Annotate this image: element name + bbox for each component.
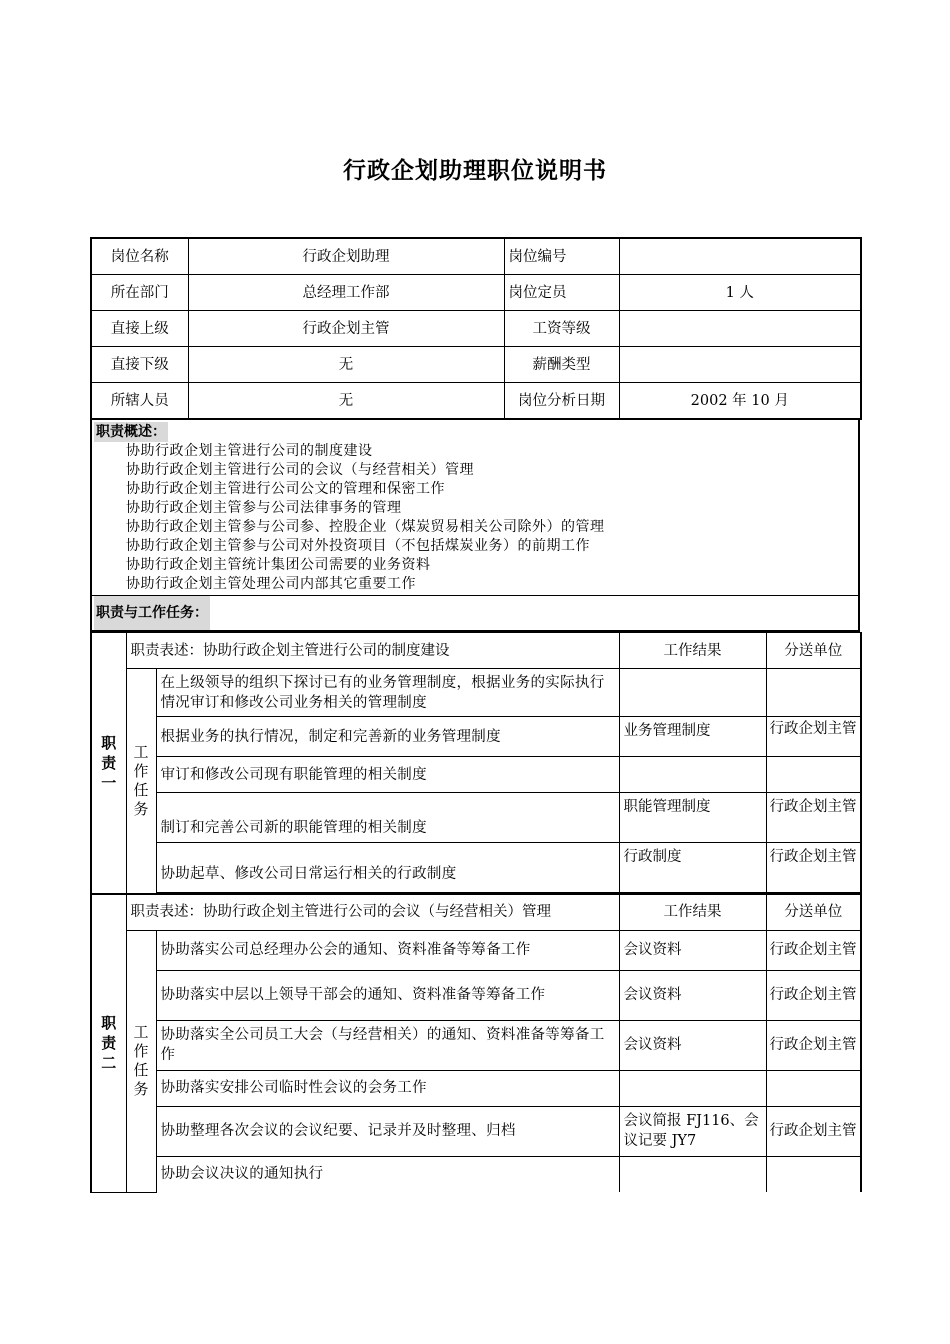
summary-line: 协助行政企划主管参与公司参、控股企业（煤炭贸易相关公司除外）的管理 [126,519,605,535]
department-value: 总经理工作部 [188,275,504,311]
task-result: 会议资料 [619,970,766,1020]
task-dest: 行政企划主管 [766,970,861,1020]
task-desc: 协助会议决议的通知执行 [156,1156,619,1192]
duties-section-label: 职责与工作任务： [94,596,210,630]
task-desc: 协助整理各次会议的会议纪要、记录并及时整理、归档 [156,1106,619,1156]
task-desc: 制订和完善公司新的职能管理的相关制度 [156,793,619,843]
task-desc: 审订和修改公司现有职能管理的相关制度 [156,757,619,793]
duty-summary [90,420,860,632]
position-code-label: 岗位编号 [504,238,619,275]
summary-line: 协助行政企划主管进行公司的制度建设 [126,443,373,459]
task-dest: 行政企划主管 [766,717,861,757]
summary-line: 协助行政企划主管处理公司内部其它重要工作 [126,576,416,592]
pay-type-value [619,347,861,383]
task-dest: 行政企划主管 [766,843,861,893]
superior-value: 行政企划主管 [188,311,504,347]
summary-line: 协助行政企划主管参与公司对外投资项目（不包括煤炭业务）的前期工作 [126,538,590,554]
task-desc: 协助落实中层以上领导干部会的通知、资料准备等筹备工作 [156,970,619,1020]
department-label: 所在部门 [91,275,188,311]
position-name-label: 岗位名称 [91,238,188,275]
task-result [619,1156,766,1192]
task-dest [766,757,861,793]
task-result: 会议简报 FJ116、会议记要 JY7 [619,1106,766,1156]
task-desc: 协助落实公司总经理办公会的通知、资料准备等筹备工作 [156,930,619,970]
task-desc: 协助落实全公司员工大会（与经营相关）的通知、资料准备等筹备工作 [156,1020,619,1070]
task-dest [766,669,861,717]
task-dest: 行政企划主管 [766,793,861,843]
task-dest: 行政企划主管 [766,1020,861,1070]
task-result [619,669,766,717]
duty-1-name: 职责一 [91,633,126,895]
task-dest: 行政企划主管 [766,1106,861,1156]
summary-line: 协助行政企划主管统计集团公司需要的业务资料 [126,557,431,573]
task-label: 工作任务 [126,669,156,895]
task-dest [766,1156,861,1192]
salary-grade-label: 工资等级 [504,311,619,347]
staff-label: 所辖人员 [91,383,188,420]
task-desc: 在上级领导的组织下探讨已有的业务管理制度，根据业务的实际执行情况审订和修改公司业务相关的管理制度 [156,669,619,717]
task-result: 行政制度 [619,843,766,893]
task-result: 会议资料 [619,1020,766,1070]
superior-label: 直接上级 [91,311,188,347]
task-result [619,1070,766,1106]
analysis-date-label: 岗位分析日期 [504,383,619,420]
job-description-sheet [90,237,860,1193]
result-header: 工作结果 [619,633,766,669]
headcount-label: 岗位定员 [504,275,619,311]
task-result: 会议资料 [619,930,766,970]
dest-header: 分送单位 [766,633,861,669]
summary-line: 协助行政企划主管进行公司的会议（与经营相关）管理 [126,462,474,478]
task-desc: 协助起草、修改公司日常运行相关的行政制度 [156,843,619,893]
subordinate-value: 无 [188,347,504,383]
duty-1-statement: 职责表述：协助行政企划主管进行公司的制度建设 [126,633,619,669]
duty-2-statement: 职责表述：协助行政企划主管进行公司的会议（与经营相关）管理 [126,894,619,930]
task-dest [766,1070,861,1106]
task-result: 职能管理制度 [619,793,766,843]
headcount-value: 1 人 [619,275,861,311]
task-desc: 根据业务的执行情况，制定和完善新的业务管理制度 [156,717,619,757]
pay-type-label: 薪酬类型 [504,347,619,383]
duty-summary-label: 职责概述： [96,424,166,440]
analysis-date-value: 2002 年 10 月 [619,383,861,420]
dest-header: 分送单位 [766,894,861,930]
position-code-value [619,238,861,275]
duty-2-name: 职责二 [91,894,126,1192]
task-label: 工作任务 [126,930,156,1192]
task-desc: 协助落实安排公司临时性会议的会务工作 [156,1070,619,1106]
position-name-value: 行政企划助理 [188,238,504,275]
task-result: 业务管理制度 [619,717,766,757]
task-dest: 行政企划主管 [766,930,861,970]
salary-grade-value [619,311,861,347]
subordinate-label: 直接下级 [91,347,188,383]
summary-line: 协助行政企划主管参与公司法律事务的管理 [126,500,402,516]
duties-table [90,632,862,1193]
page-title: 行政企划助理职位说明书 [343,157,607,184]
staff-value: 无 [188,383,504,420]
result-header: 工作结果 [619,894,766,930]
task-result [619,757,766,793]
basic-info-table [90,237,862,420]
summary-line: 协助行政企划主管进行公司公文的管理和保密工作 [126,481,445,497]
